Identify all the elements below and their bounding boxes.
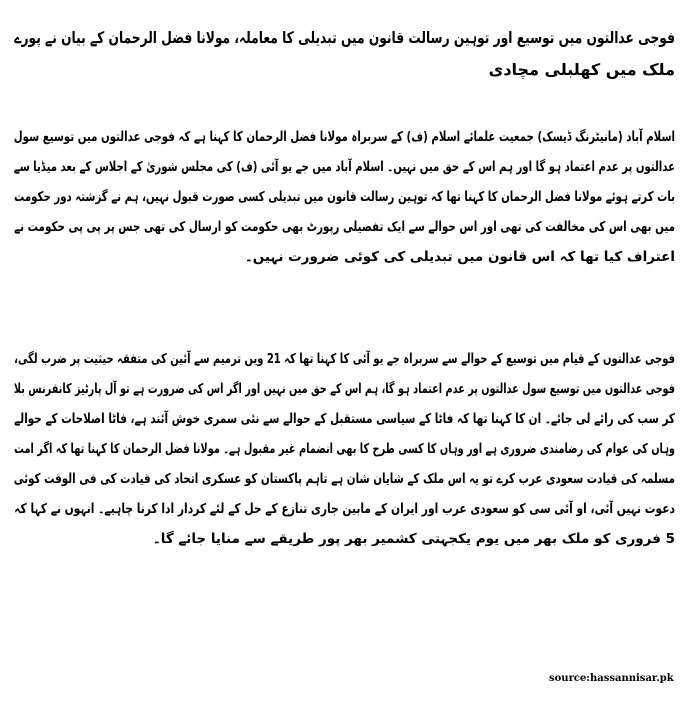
headline-line: ملک میں کھلبلی مچادی — [488, 60, 675, 79]
news-article — [13, 22, 676, 547]
paragraph-line: مسلمہ کی قیادت سعودی عرب کرے تو یہ اس ملک کے شایان شان ہے تاہم پاکستان کو عسکری اتحاد کی قیادت کی فی الوقت کوئی — [13, 471, 675, 487]
paragraph-line: اعتراف کیا تھا کہ اس قانون میں تبدیلی کی کوئی ضرورت نہیں۔ — [244, 249, 675, 265]
paragraph-line: کر سب کی رائے لی جائے۔ ان کا کہنا تھا کہ فاٹا کے سیاسی مستقبل کے حوالے سے نئی سمری خوش آئند ہے، فاٹا اصلاحات کے حوالے — [14, 411, 676, 427]
paragraph-line: 5 فروری کو ملک بھر میں یوم یکجہتی کشمیر بھر پور طریقے سے منایا جائے گا۔ — [152, 531, 675, 547]
source-credit: source:hassannisar.pk — [549, 673, 674, 684]
article-headline — [14, 22, 675, 86]
paragraph-line: عدالتوں پر عدم اعتماد ہو گا اور ہم اس کے حق میں نہیں۔ اسلام آباد میں جے یو آئی (ف) کی مجلس شوریٰ کے اجلاس کے بعد میڈیا سے — [13, 159, 676, 175]
article-paragraph-2 — [14, 344, 675, 554]
paragraph-line: وہاں کی عوام کی رضامندی ضروری ہے اور وہاں کا کسی طرح کا بھی انضمام غیر مقبول ہے۔ مولانا فضل الرحمان کا کہنا تھا کہ اگر امت — [14, 441, 675, 457]
paragraph-line: فوجی عدالتوں کے قیام میں توسیع کے حوالے سے سربراہ جے یو آئی کا کہنا تھا کہ 21 ویں ترمیم سے آئین کی متفقہ حیثیت پر ضرب لگی، — [14, 351, 675, 367]
paragraph-line: اسلام آباد (مانیٹرنگ ڈیسک) جمعیت علمائے اسلام (ف) کے سربراہ مولانا فضل الرحمان کا کہنا ہے کہ فوجی عدالتوں میں توسیع سول — [13, 129, 676, 145]
paragraph-line: دعوت نہیں آئی، او آئی سی کو سعودی عرب اور ایران کے مابین جاری تنازع کے حل کے لئے کردار ادا کرنا چاہیے۔ انہوں نے کہا کہ — [14, 501, 675, 517]
headline-line: فوجی عدالتوں میں توسیع اور توہین رسالت قانون میں تبدیلی کا معاملہ، مولانا فضل الرحمان کے بیان نے پورے — [14, 28, 676, 47]
paragraph-line: فوجی عدالتوں میں توسیع سول عدالتوں پر عدم اعتماد ہو گا، ہم اس کے حق میں نہیں اور اگر اس کی ضرورت ہے تو آل پارٹیز کانفرنس بلا — [13, 381, 676, 397]
paragraph-line: بات کرتے ہوئے مولانا فضل الرحمان کا کہنا تھا کہ توہین رسالت قانون میں تبدیلی کسی صورت قبول نہیں، ہم نے گزشتہ دور حکومت — [14, 189, 676, 205]
paragraph-line: میں بھی اس کی مخالفت کی تھی اور اس حوالے سے ایک تفصیلی رپورٹ بھی حکومت کو ارسال کی تھی جس پر پی پی حکومت نے — [14, 219, 675, 235]
article-paragraph-1 — [14, 122, 675, 272]
